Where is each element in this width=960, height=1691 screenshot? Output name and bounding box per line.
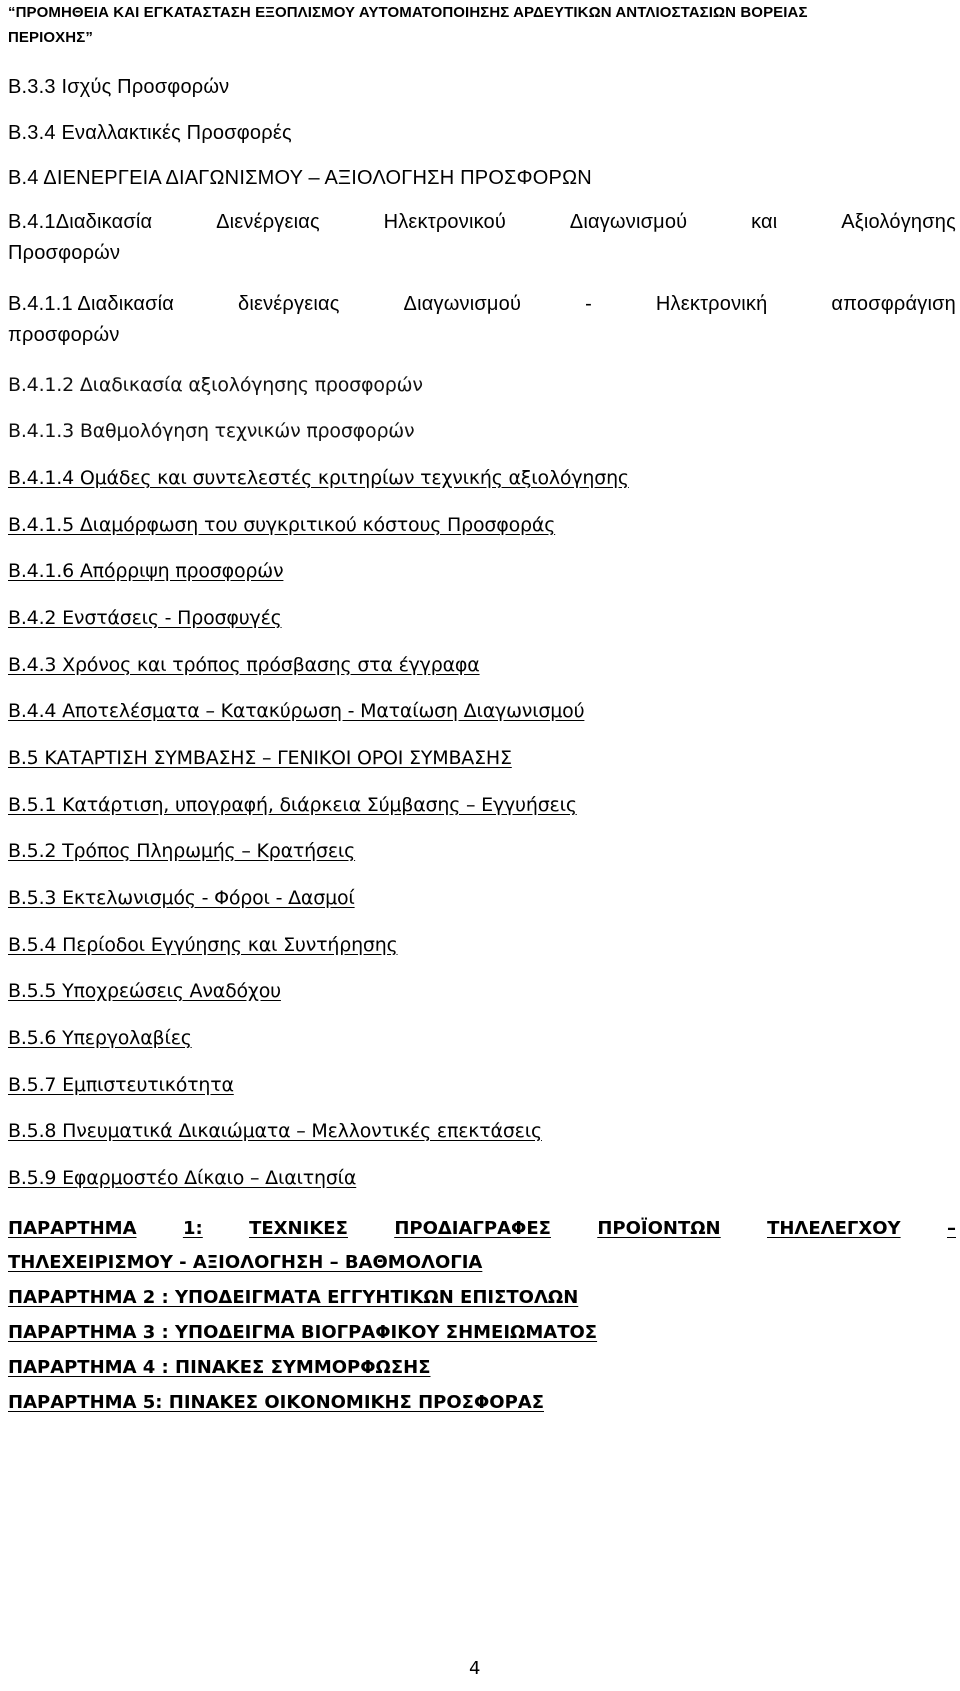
toc-entry-b412[interactable]: Β.4.1.2 Διαδικασία αξιολόγησης προσφορών [8,374,423,396]
toc-word: Β.4.1Διαδικασία [8,211,153,233]
toc-word: και [751,211,778,233]
annex-word: ΠΡΟΔΙΑΓΡΑΦΕΣ [394,1218,551,1239]
toc-entry-b41[interactable] [8,208,956,236]
toc-word: διενέργειας [238,293,340,315]
toc-annex-2[interactable]: ΠΑΡΑΡΤΗΜΑ 2 : ΥΠΟΔΕΙΓΜΑΤΑ ΕΓΓΥΗΤΙΚΩΝ ΕΠΙΣΤΟΛΩΝ [8,1287,579,1308]
toc-entry-b55[interactable]: Β.5.5 Υποχρεώσεις Αναδόχου [8,980,281,1002]
toc-word: αποσφράγιση [831,293,956,315]
toc-entry-b57[interactable]: Β.5.7 Εμπιστευτικότητα [8,1074,234,1096]
toc-entry-b34[interactable]: Β.3.4 Εναλλακτικές Προσφορές [8,122,292,144]
toc-entry-b53[interactable]: Β.5.3 Εκτελωνισμός - Φόροι - Δασμοί [8,887,355,909]
toc-entry-b52[interactable]: Β.5.2 Τρόπος Πληρωμής – Κρατήσεις [8,840,356,862]
toc-entry-b5[interactable]: Β.5 ΚΑΤΑΡΤΙΣΗ ΣΥΜΒΑΣΗΣ – ΓΕΝΙΚΟΙ ΟΡΟΙ ΣΥΜΒΑΣΗΣ [8,747,512,769]
toc-word: Διαγωνισμού [569,211,688,233]
toc-entry-b44[interactable]: Β.4.4 Αποτελέσματα – Κατακύρωση - Ματαίωση Διαγωνισμού [8,700,585,722]
toc-entry-b59[interactable]: Β.5.9 Εφαρμοστέο Δίκαιο – Διαιτησία [8,1167,357,1189]
annex-word: 1: [182,1218,203,1239]
toc-word: - [585,293,592,315]
header-line-1: “ΠΡΟΜΗΘΕΙΑ ΚΑΙ ΕΓΚΑΤΑΣΤΑΣΗ ΕΞΟΠΛΙΣΜΟΥ ΑΥΤΟΜΑΤΟΠΟΙΗΣΗΣ ΑΡΔΕΥΤΙΚΩΝ ΑΝΤΛΙΟΣΤΑΣΙΩΝ ΒΟΡΕΙΑΣ [8,4,808,21]
toc-entry-b51[interactable]: Β.5.1 Κατάρτιση, υπογραφή, διάρκεια Σύμβασης – Εγγυήσεις [8,794,577,816]
toc-annex-1-continued[interactable]: ΤΗΛΕΧΕΙΡΙΣΜΟΥ - ΑΞΙΟΛΟΓΗΣΗ – ΒΑΘΜΟΛΟΓΙΑ [8,1252,483,1273]
page-number: 4 [469,1658,481,1679]
toc-entry-b43[interactable]: Β.4.3 Χρόνος και τρόπος πρόσβασης στα έγγραφα [8,654,480,676]
toc-entry-b58[interactable]: Β.5.8 Πνευματικά Δικαιώματα – Μελλοντικές επεκτάσεις [8,1120,542,1142]
toc-entry-b416[interactable]: Β.4.1.6 Απόρριψη προσφορών [8,560,284,582]
toc-entry-b411-continued[interactable]: προσφορών [8,324,120,346]
toc-annex-1[interactable] [8,1216,956,1242]
annex-word: ΠΑΡΑΡΤΗΜΑ [8,1218,137,1239]
toc-entry-b41-continued[interactable]: Προσφορών [8,242,121,264]
toc-entry-b54[interactable]: Β.5.4 Περίοδοι Εγγύησης και Συντήρησης [8,934,398,956]
header-line-2: ΠΕΡΙΟΧΗΣ” [8,29,93,46]
toc-entry-b415[interactable]: Β.4.1.5 Διαμόρφωση του συγκριτικού κόστους Προσφοράς [8,514,556,536]
annex-word: ΠΡΟΪΟΝΤΩΝ [597,1218,721,1239]
toc-word: Διαγωνισμού [403,293,522,315]
toc-entry-b413[interactable]: Β.4.1.3 Βαθμολόγηση τεχνικών προσφορών [8,420,415,442]
toc-entry-b411[interactable] [8,290,956,318]
toc-entry-b4[interactable]: Β.4 ΔΙΕΝΕΡΓΕΙΑ ΔΙΑΓΩΝΙΣΜΟΥ – ΑΞΙΟΛΟΓΗΣΗ ΠΡΟΣΦΟΡΩΝ [8,167,592,189]
toc-entry-b414[interactable]: Β.4.1.4 Ομάδες και συντελεστές κριτηρίων τεχνικής αξιολόγησης [8,467,629,489]
toc-word: Ηλεκτρονικού [383,211,507,233]
annex-word: ΤΕΧΝΙΚΕΣ [249,1218,348,1239]
annex-word: – [947,1218,956,1239]
document-header [8,0,908,50]
toc-entry-b33[interactable]: Β.3.3 Ισχύς Προσφορών [8,76,230,98]
toc-entry-b42[interactable]: Β.4.2 Ενστάσεις - Προσφυγές [8,607,282,629]
toc-word: Διενέργειας [216,211,320,233]
toc-word: Αξιολόγησης [841,211,956,233]
toc-annex-5[interactable]: ΠΑΡΑΡΤΗΜΑ 5: ΠΙΝΑΚΕΣ ΟΙΚΟΝΟΜΙΚΗΣ ΠΡΟΣΦΟΡΑΣ [8,1392,544,1413]
toc-word: Β.4.1.1 Διαδικασία [8,293,175,315]
toc-entry-b56[interactable]: Β.5.6 Υπεργολαβίες [8,1027,192,1049]
annex-word: ΤΗΛΕΛΕΓΧΟΥ [767,1218,901,1239]
toc-annex-4[interactable]: ΠΑΡΑΡΤΗΜΑ 4 : ΠΙΝΑΚΕΣ ΣΥΜΜΟΡΦΩΣΗΣ [8,1357,431,1378]
toc-annex-3[interactable]: ΠΑΡΑΡΤΗΜΑ 3 : ΥΠΟΔΕΙΓΜΑ ΒΙΟΓΡΑΦΙΚΟΥ ΣΗΜΕΙΩΜΑΤΟΣ [8,1322,598,1343]
toc-word: Ηλεκτρονική [655,293,768,315]
